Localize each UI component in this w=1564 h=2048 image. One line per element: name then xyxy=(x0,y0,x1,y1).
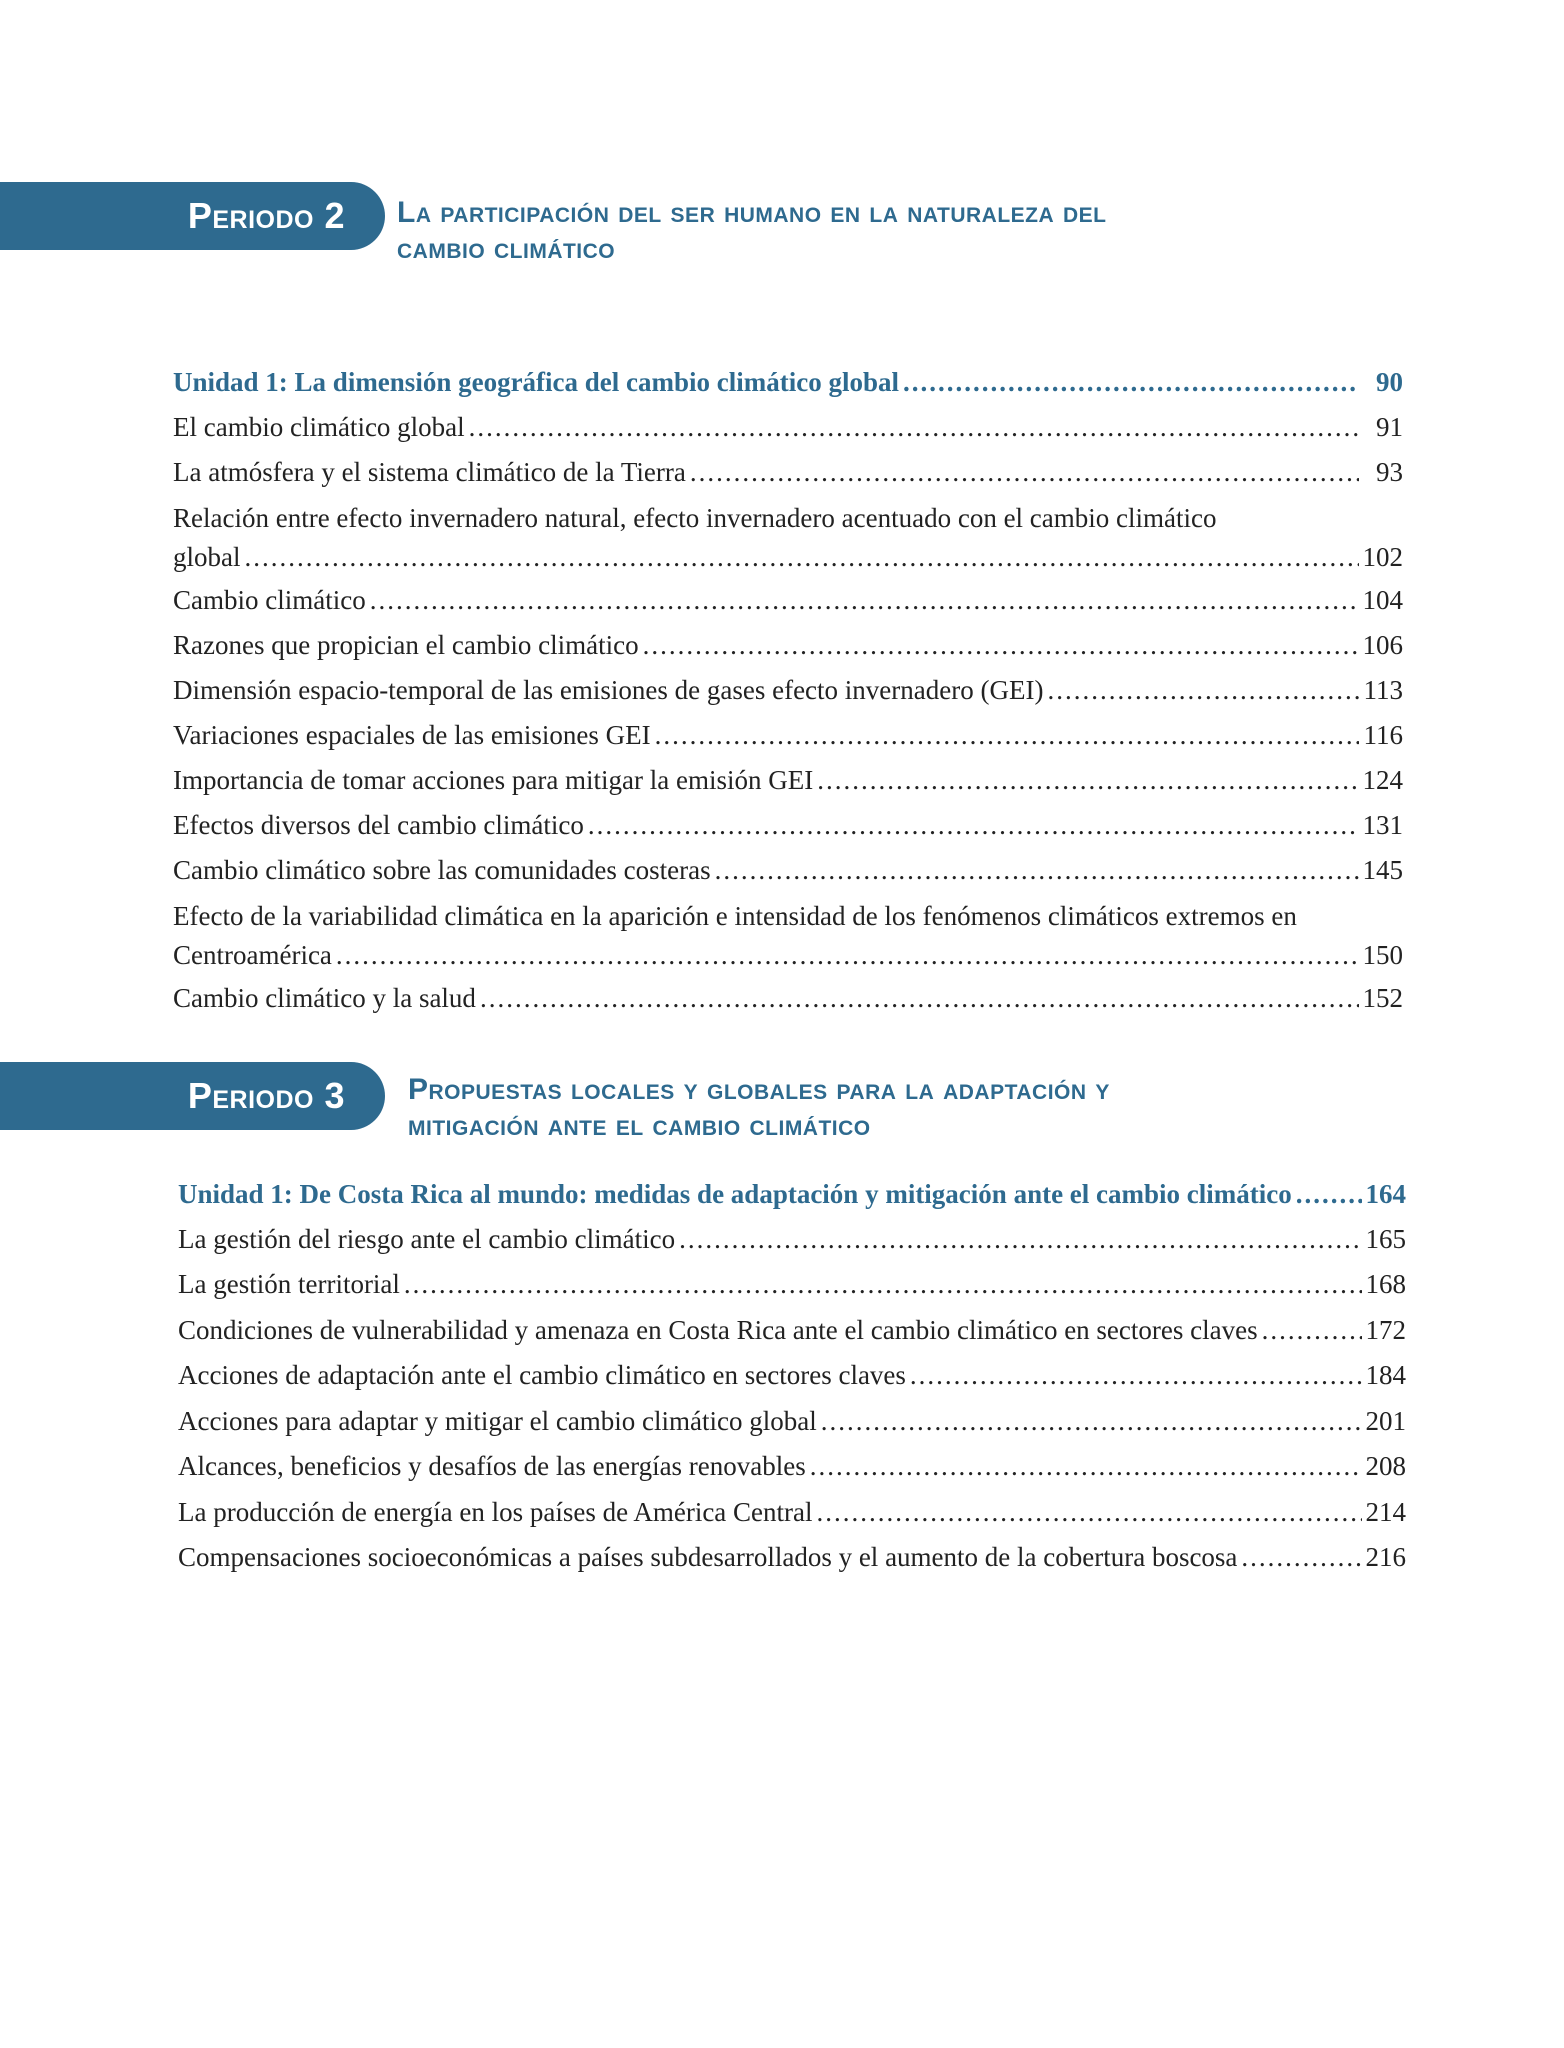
page-number: 164 xyxy=(1365,1179,1406,1209)
page-number: 131 xyxy=(1362,810,1403,840)
page-number: 93 xyxy=(1376,457,1403,487)
leader-dots xyxy=(655,713,1359,758)
toc-entry[interactable] xyxy=(173,713,1403,758)
entry-title: Efectos diversos del cambio climático xyxy=(173,810,584,840)
toc-entry[interactable] xyxy=(178,1262,1406,1307)
entry-title: La atmósfera y el sistema climático de la Tierra xyxy=(173,457,686,487)
entry-title: Alcances, beneficios y desafíos de las energías renovables xyxy=(178,1451,806,1481)
toc-entry[interactable] xyxy=(178,1535,1406,1580)
entry-title: global xyxy=(173,542,241,572)
leader-dots xyxy=(643,623,1359,668)
entry-title: La gestión del riesgo ante el cambio climático xyxy=(178,1224,676,1254)
toc-entry[interactable] xyxy=(173,501,1403,580)
page-number: 124 xyxy=(1362,765,1403,795)
entry-title: El cambio climático global xyxy=(173,412,465,442)
toc-entry[interactable] xyxy=(178,1490,1406,1535)
page-number: 201 xyxy=(1365,1406,1406,1436)
toc-entry[interactable] xyxy=(178,1353,1406,1398)
period-3-title-line2: mitigación ante el cambio climático xyxy=(408,1109,871,1142)
page-number: 116 xyxy=(1363,720,1403,750)
page-number: 113 xyxy=(1363,675,1403,705)
page-number: 184 xyxy=(1365,1360,1406,1390)
entry-title: Cambio climático xyxy=(173,585,366,615)
leader-dots xyxy=(910,1353,1362,1398)
entry-title: La gestión territorial xyxy=(178,1269,400,1299)
entry-title: Acciones para adaptar y mitigar el cambio climático global xyxy=(178,1406,817,1436)
leader-dots xyxy=(1296,1172,1362,1217)
page-number: 214 xyxy=(1365,1497,1406,1527)
leader-dots xyxy=(245,535,1359,580)
entry-title-line1: Relación entre efecto invernadero natural, efecto invernadero acentuado con el cambio climático xyxy=(173,503,1217,533)
period-2-label: Periodo 2 xyxy=(187,195,345,236)
leader-dots xyxy=(370,578,1359,623)
entry-title: Unidad 1: La dimensión geográfica del cambio climático global xyxy=(173,367,899,397)
entry-title: Compensaciones socioeconómicas a países subdesarrollados y el aumento de la cobertura boscosa xyxy=(178,1542,1238,1572)
entry-title: Dimensión espacio-temporal de las emisiones de gases efecto invernadero (GEI) xyxy=(173,675,1044,705)
entry-title: Unidad 1: De Costa Rica al mundo: medidas de adaptación y mitigación ante el cambio climático xyxy=(178,1179,1292,1209)
page-number: 91 xyxy=(1376,412,1403,442)
toc-entry[interactable] xyxy=(173,578,1403,623)
page-number: 165 xyxy=(1365,1224,1406,1254)
entry-title: Acciones de adaptación ante el cambio climático en sectores claves xyxy=(178,1360,906,1390)
period-3-badge xyxy=(0,1062,385,1130)
leader-dots xyxy=(817,1490,1362,1535)
entry-title-line1: Efecto de la variabilidad climática en la aparición e intensidad de los fenómenos climáticos extremos en xyxy=(173,901,1297,931)
leader-dots xyxy=(1262,1308,1362,1353)
toc-entry[interactable] xyxy=(178,1399,1406,1444)
page-number: 152 xyxy=(1362,983,1403,1013)
toc-entry[interactable] xyxy=(173,976,1403,1021)
period-3-title-line1: Propuestas locales y globales para la adaptación y xyxy=(408,1073,1110,1106)
toc-entry[interactable] xyxy=(173,668,1403,713)
page-number: 106 xyxy=(1362,630,1403,660)
leader-dots xyxy=(336,933,1359,978)
leader-dots xyxy=(817,758,1358,803)
leader-dots xyxy=(679,1217,1361,1262)
leader-dots xyxy=(903,360,1359,405)
toc-entry[interactable] xyxy=(173,623,1403,668)
entry-title: Cambio climático sobre las comunidades costeras xyxy=(173,855,711,885)
toc-entry[interactable] xyxy=(173,899,1403,978)
period-2-title-line1: La participación del ser humano en la naturaleza del xyxy=(397,196,1107,229)
page-number: 90 xyxy=(1376,367,1403,397)
toc-entry[interactable] xyxy=(173,405,1403,450)
page-number: 150 xyxy=(1362,940,1403,970)
entry-title: Importancia de tomar acciones para mitigar la emisión GEI xyxy=(173,765,814,795)
entry-title: Condiciones de vulnerabilidad y amenaza en Costa Rica ante el cambio climático en sectores claves xyxy=(178,1315,1258,1345)
toc-entry[interactable] xyxy=(178,1217,1406,1262)
toc-unit-entry[interactable] xyxy=(178,1172,1406,1217)
entry-title: Centroamérica xyxy=(173,940,332,970)
leader-dots xyxy=(690,450,1359,495)
leader-dots xyxy=(715,848,1359,893)
leader-dots xyxy=(480,976,1359,1021)
toc-entry[interactable] xyxy=(173,803,1403,848)
entry-title: Cambio climático y la salud xyxy=(173,983,476,1013)
toc-entry[interactable] xyxy=(178,1444,1406,1489)
toc-entry[interactable] xyxy=(173,758,1403,803)
leader-dots xyxy=(810,1444,1362,1489)
toc-entry[interactable] xyxy=(173,848,1403,893)
leader-dots xyxy=(821,1399,1362,1444)
page-number: 145 xyxy=(1362,855,1403,885)
page-number: 104 xyxy=(1362,585,1403,615)
page-number: 216 xyxy=(1365,1542,1406,1572)
period-3-label: Periodo 3 xyxy=(187,1075,345,1116)
toc-unit-entry[interactable] xyxy=(173,360,1403,405)
entry-title: Variaciones espaciales de las emisiones GEI xyxy=(173,720,651,750)
period-2-title xyxy=(397,195,1397,267)
toc-entry[interactable] xyxy=(173,450,1403,495)
period-2-badge xyxy=(0,182,385,250)
toc-entry[interactable] xyxy=(178,1308,1406,1353)
page-number: 172 xyxy=(1365,1315,1406,1345)
leader-dots xyxy=(588,803,1359,848)
leader-dots xyxy=(404,1262,1362,1307)
page-number: 208 xyxy=(1365,1451,1406,1481)
page-number: 168 xyxy=(1365,1269,1406,1299)
leader-dots xyxy=(469,405,1359,450)
entry-title: Razones que propician el cambio climático xyxy=(173,630,639,660)
period-2-title-line2: cambio climático xyxy=(397,232,616,265)
period-3-title xyxy=(408,1072,1408,1144)
leader-dots xyxy=(1241,1535,1361,1580)
page-number: 102 xyxy=(1362,542,1403,572)
entry-title: La producción de energía en los países de América Central xyxy=(178,1497,813,1527)
leader-dots xyxy=(1047,668,1359,713)
